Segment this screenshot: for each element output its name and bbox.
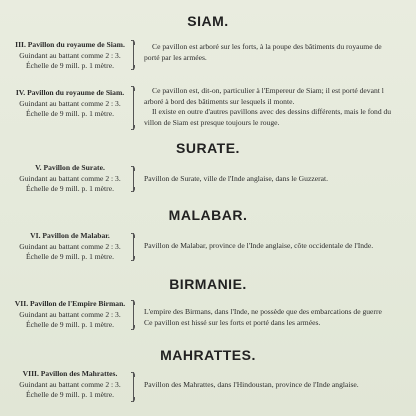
section-heading-surate: SURATE. [176,140,240,156]
entry-4-label [2,88,138,120]
section-heading-malabar: MALABAR. [168,207,248,223]
entry-3-scale: Échelle de 9 mill. p. 1 mètre. [26,61,114,70]
entry-8-title: VIII. Pavillon des Mahrattes. [22,369,118,378]
entry-7-desc-line: L'empire des Birmans, dans l'Inde, ne possède que des embarcations de guerre [144,307,382,316]
entry-8-ratio: Guindant au battant comme 2 : 3. [19,379,121,389]
entry-6-brace [133,233,140,261]
entry-7-title: VII. Pavillon de l'Empire Birman. [14,299,126,308]
entry-7-scale: Échelle de 9 mill. p. 1 mètre. [26,320,114,329]
entry-4-desc-line: Ce pavillon est, dit-on, particulier à l'Empereur de Siam; il est porté devant l [152,86,384,95]
entry-6-description [144,241,416,252]
entry-3-ratio: Guindant au battant comme 2 : 3. [19,50,121,60]
section-heading-birmanie: BIRMANIE. [169,276,247,292]
entry-4-brace [133,86,140,130]
entry-4-scale: Échelle de 9 mill. p. 1 mètre. [26,109,114,118]
entry-7-brace [133,300,140,330]
entry-3-title: III. Pavillon du royaume de Siam. [15,40,125,49]
entry-3-description [144,42,416,63]
entry-3-label [2,40,138,72]
entry-4-title: IV. Pavillon du royaume de Siam. [15,88,125,97]
entry-5-scale: Échelle de 9 mill. p. 1 mètre. [26,184,114,193]
entry-8-scale: Échelle de 9 mill. p. 1 mètre. [26,390,114,399]
entry-4-ratio: Guindant au battant comme 2 : 3. [19,98,121,108]
section-heading-mahrattes: MAHRATTES. [160,347,256,363]
entry-7-description [144,307,416,328]
entry-5-desc-line: Pavillon de Surate, ville de l'Inde anglaise, dans le Guzzerat. [144,174,328,183]
entry-6-desc-line: Pavillon de Malabar, province de l'Inde anglaise, côte occidentale de l'Inde. [144,241,374,250]
entry-3-brace [133,40,140,70]
entry-7-label [2,299,138,331]
entry-7-desc-line: Ce pavillon est hissé sur les forts et porté dans les armées. [144,317,321,327]
entry-6-ratio: Guindant au battant comme 2 : 3. [19,241,121,251]
entry-8-brace [133,372,140,402]
entry-5-ratio: Guindant au battant comme 2 : 3. [19,173,121,183]
entry-8-label [2,369,138,401]
entry-5-label [2,163,138,195]
entry-5-brace [133,166,140,192]
entry-3-desc-line: porté par les armées. [144,52,207,62]
entry-8-desc-line: Pavillon des Mahrattes, dans l'Hindoustan, province de l'Inde anglaise. [144,380,359,389]
section-heading-siam: SIAM. [187,13,229,29]
entry-4-desc-line: arboré à bord des bâtiments sur lesquels il monte. [144,96,295,106]
entry-8-description [144,380,416,391]
entry-5-title: V. Pavillon de Surate. [35,163,105,172]
entry-7-ratio: Guindant au battant comme 2 : 3. [19,309,121,319]
entry-6-title: VI. Pavillon de Malabar. [30,231,110,240]
entry-5-description [144,174,416,185]
entry-4-desc-line: villon de Siam est presque toujours le rouge. [144,117,280,127]
entry-6-scale: Échelle de 9 mill. p. 1 mètre. [26,252,114,261]
entry-3-desc-line: Ce pavillon est arboré sur les forts, à la poupe des bâtiments du royaume de [152,42,382,51]
entry-4-description [144,86,416,128]
entry-6-label [2,231,138,263]
entry-4-desc-line: Il existe en outre d'autres pavillons avec des dessins différents, mais le fond du [152,107,392,116]
